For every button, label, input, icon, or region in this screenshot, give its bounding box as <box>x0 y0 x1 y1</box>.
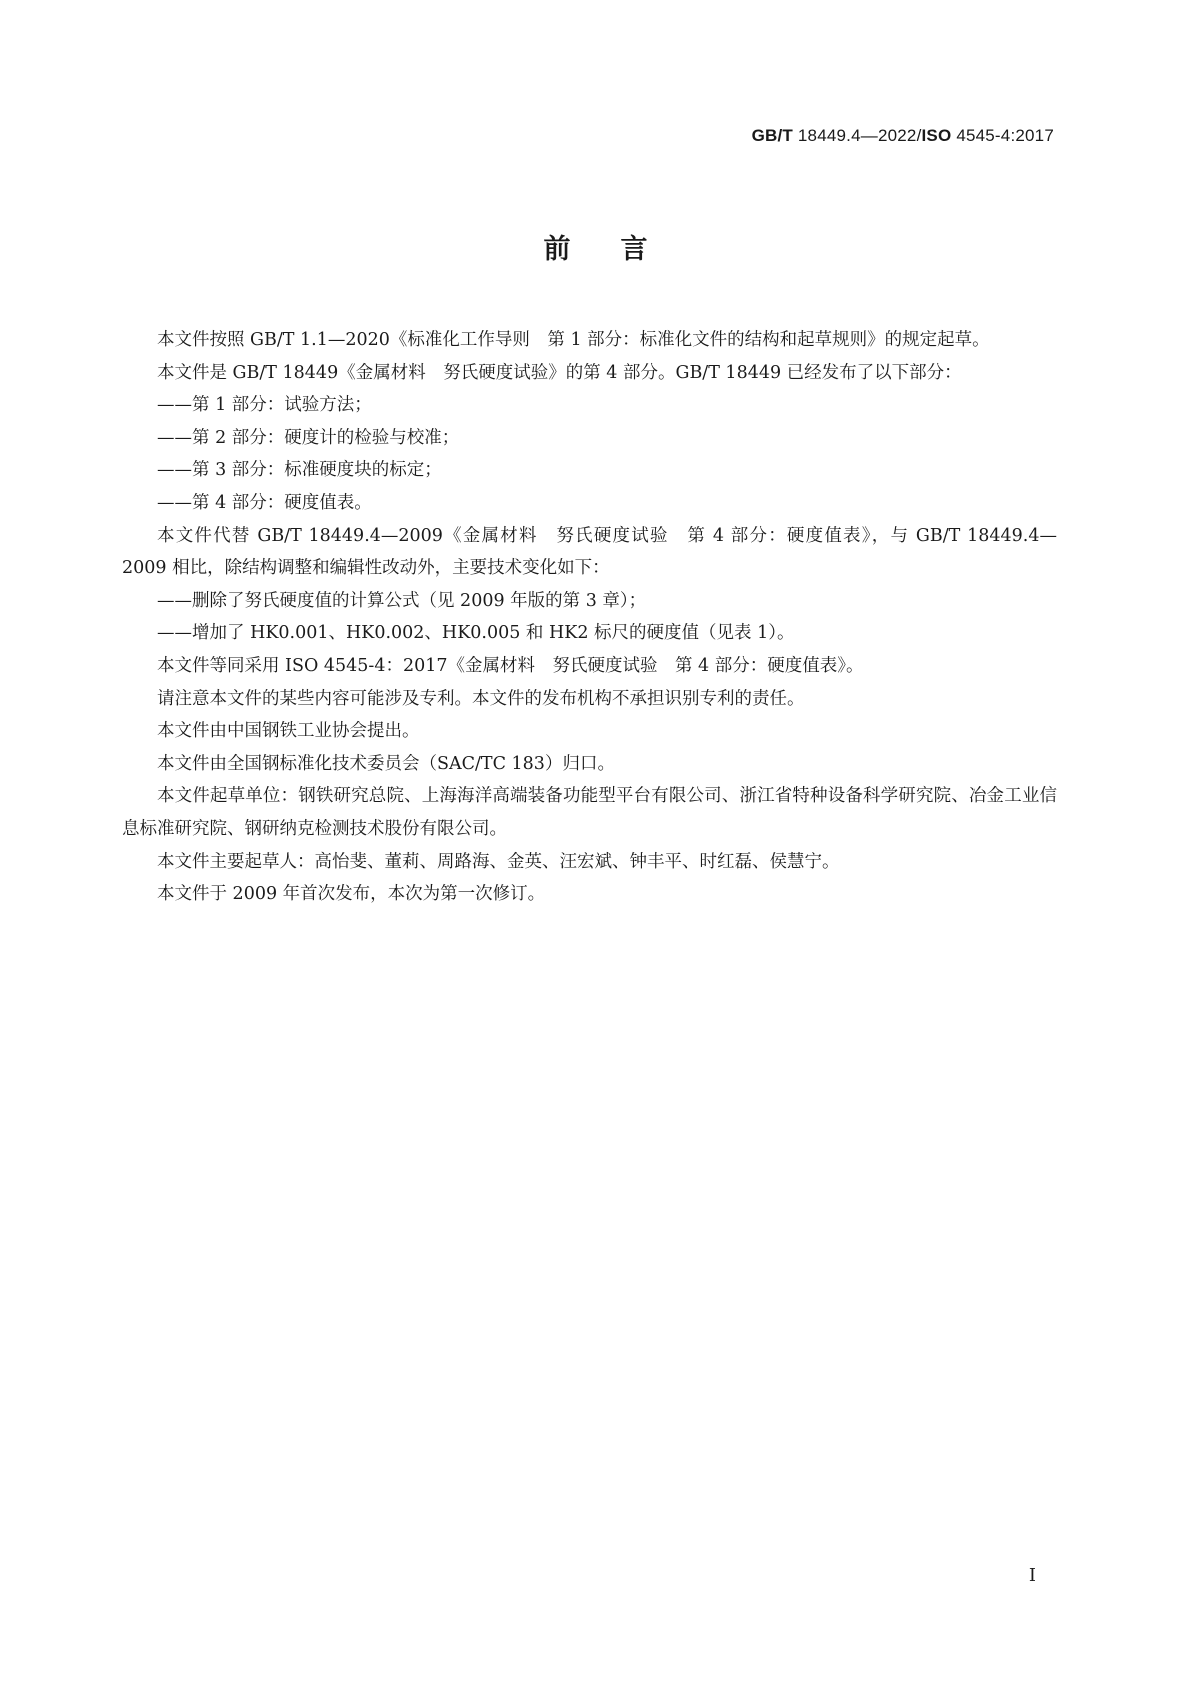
list-item: ——第 1 部分：试验方法； <box>157 395 372 416</box>
paragraph: 本文件按照 GB/T 1.1—2020《标准化工作导则 第 1 部分：标准化文件的结构和起草规则》的规定起草。 <box>157 330 990 350</box>
foreword-body <box>122 324 1057 911</box>
paragraph: 请注意本文件的某些内容可能涉及专利。本文件的发布机构不承担识别专利的责任。 <box>157 688 805 709</box>
document-code-prefix: GB/T <box>751 126 793 145</box>
document-code-number: 18449.4—2022/ <box>792 126 922 145</box>
list-item: ——第 3 部分：标准硬度块的标定； <box>157 460 442 481</box>
paragraph: 本文件由中国钢铁工业协会提出。 <box>157 721 420 742</box>
list-item: ——删除了努氏硬度值的计算公式（见 2009 年版的第 3 章）； <box>157 590 647 611</box>
paragraph: 本文件由全国钢标准化技术委员会（SAC/TC 183）归口。 <box>157 753 615 774</box>
paragraph: 本文件于 2009 年首次发布，本次为第一次修订。 <box>157 884 546 905</box>
list-item: ——增加了 HK0.001、HK0.002、HK0.005 和 HK2 标尺的硬度值（见表 1）。 <box>157 623 795 644</box>
paragraph: 本文件主要起草人：高怡斐、董莉、周路海、金英、汪宏斌、钟丰平、时红磊、侯慧宁。 <box>157 851 840 872</box>
paragraph: 本文件代替 GB/T 18449.4—2009《金属材料 努氏硬度试验 第 4 部分：硬度值表》，与 GB/T 18449.4—2009 相比，除结构调整和编辑性改动外，主要技术变化如下： <box>122 525 1057 579</box>
list-item: ——第 4 部分：硬度值表。 <box>157 492 372 513</box>
document-code <box>752 126 1054 146</box>
paragraph: 本文件等同采用 ISO 4545-4：2017《金属材料 努氏硬度试验 第 4 部分：硬度值表》。 <box>157 655 864 676</box>
page-title: 前言 <box>543 234 698 265</box>
list-item: ——第 2 部分：硬度计的检验与校准； <box>157 427 460 448</box>
document-code-iso: ISO <box>921 126 952 145</box>
paragraph: 本文件起草单位：钢铁研究总院、上海海洋高端装备功能型平台有限公司、浙江省特种设备科学研究院、冶金工业信息标准研究院、钢研纳克检测技术股份有限公司。 <box>122 786 1057 839</box>
document-code-iso-number: 4545-4:2017 <box>951 126 1054 145</box>
page-number: I <box>1028 1565 1036 1586</box>
paragraph: 本文件是 GB/T 18449《金属材料 努氏硬度试验》的第 4 部分。GB/T 18449 已经发布了以下部分： <box>157 362 962 383</box>
